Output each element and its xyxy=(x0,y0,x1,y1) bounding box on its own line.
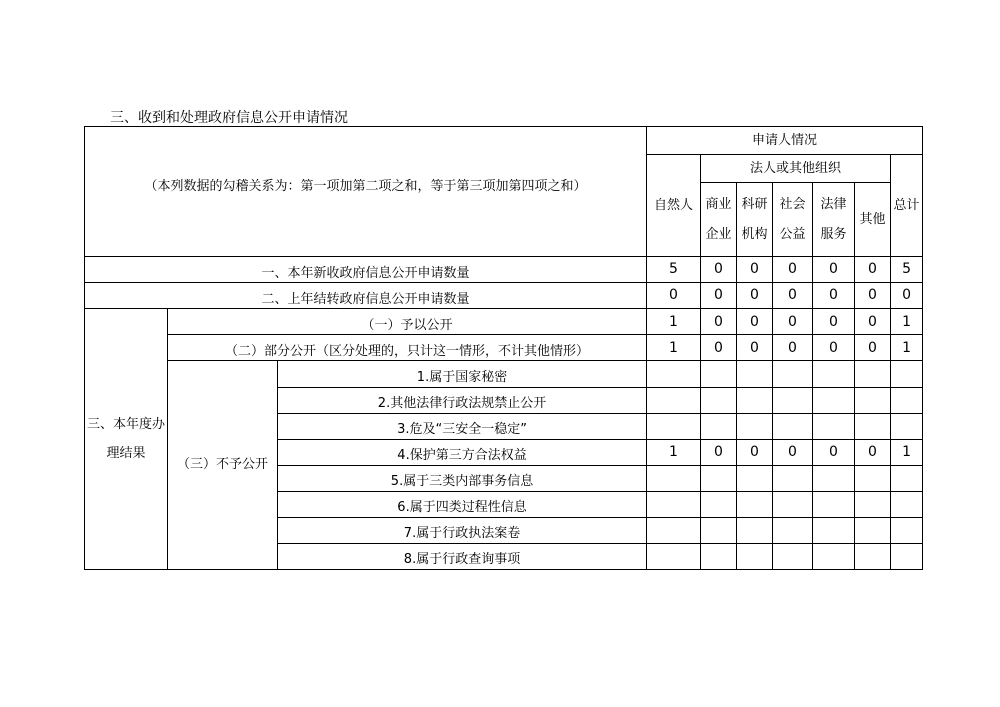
cell xyxy=(773,517,813,543)
row-label: 5.属于三类内部事务信息 xyxy=(278,465,647,491)
cell xyxy=(855,465,891,491)
cell xyxy=(701,387,737,413)
cell: 0 xyxy=(701,335,737,361)
result-group-label: 三、本年度办 理结果 xyxy=(85,309,168,570)
cell xyxy=(647,543,701,569)
cell xyxy=(891,413,923,439)
cell xyxy=(855,413,891,439)
cell xyxy=(737,543,773,569)
header-research: 科研 机构 xyxy=(737,183,773,257)
cell: 0 xyxy=(855,335,891,361)
disclosure-table xyxy=(84,126,923,570)
cell: 1 xyxy=(647,335,701,361)
cell xyxy=(773,413,813,439)
cell: 0 xyxy=(701,309,737,335)
header-public-welfare: 社会 公益 xyxy=(773,183,813,257)
cell: 5 xyxy=(647,257,701,283)
cell: 0 xyxy=(737,309,773,335)
header-other: 其他 xyxy=(855,183,891,257)
table-remark: （本列数据的勾稽关系为：第一项加第二项之和，等于第三项加第四项之和） xyxy=(85,127,647,257)
cell: 1 xyxy=(647,439,701,465)
cell xyxy=(773,361,813,387)
cell: 0 xyxy=(813,283,855,309)
cell xyxy=(855,387,891,413)
cell xyxy=(813,543,855,569)
cell: 0 xyxy=(813,335,855,361)
table-row xyxy=(85,335,923,361)
table-row xyxy=(85,361,923,387)
section-title: 三、收到和处理政府信息公开申请情况 xyxy=(110,110,348,126)
cell: 0 xyxy=(737,257,773,283)
header-total: 总计 xyxy=(891,155,923,257)
cell xyxy=(701,413,737,439)
header-applicant: 申请人情况 xyxy=(647,127,923,155)
cell: 1 xyxy=(647,309,701,335)
cell xyxy=(855,517,891,543)
cell: 0 xyxy=(737,335,773,361)
row-label: 2.其他法律行政法规禁止公开 xyxy=(278,387,647,413)
cell: 0 xyxy=(855,439,891,465)
cell xyxy=(813,517,855,543)
cell: 5 xyxy=(891,257,923,283)
row-label: 8.属于行政查询事项 xyxy=(278,543,647,569)
cell xyxy=(737,517,773,543)
cell: 0 xyxy=(773,283,813,309)
cell xyxy=(647,387,701,413)
cell: 0 xyxy=(773,257,813,283)
header-commercial: 商业 企业 xyxy=(701,183,737,257)
row-label: 1.属于国家秘密 xyxy=(278,361,647,387)
cell: 0 xyxy=(701,283,737,309)
header-legal-org: 法人或其他组织 xyxy=(701,155,891,183)
cell: 0 xyxy=(701,257,737,283)
header-legal-service: 法律 服务 xyxy=(813,183,855,257)
cell xyxy=(891,387,923,413)
cell: 0 xyxy=(773,439,813,465)
header-natural-person: 自然人 xyxy=(647,155,701,257)
cell xyxy=(647,413,701,439)
cell xyxy=(737,413,773,439)
cell: 1 xyxy=(891,335,923,361)
row-label: （一）予以公开 xyxy=(168,309,647,335)
cell xyxy=(737,361,773,387)
cell xyxy=(647,491,701,517)
cell: 0 xyxy=(737,439,773,465)
table-row xyxy=(85,283,923,309)
cell xyxy=(701,517,737,543)
cell xyxy=(647,517,701,543)
cell xyxy=(891,517,923,543)
row-label: 7.属于行政执法案卷 xyxy=(278,517,647,543)
cell xyxy=(701,543,737,569)
cell: 0 xyxy=(855,309,891,335)
cell xyxy=(737,491,773,517)
cell: 1 xyxy=(891,439,923,465)
cell xyxy=(773,491,813,517)
cell: 0 xyxy=(813,257,855,283)
cell xyxy=(737,387,773,413)
table-row xyxy=(85,309,923,335)
row-label: 二、上年结转政府信息公开申请数量 xyxy=(85,283,647,309)
cell: 0 xyxy=(773,309,813,335)
cell xyxy=(855,361,891,387)
cell xyxy=(813,361,855,387)
cell xyxy=(813,465,855,491)
cell xyxy=(813,387,855,413)
cell xyxy=(773,465,813,491)
row-label: （二）部分公开（区分处理的，只计这一情形，不计其他情形） xyxy=(168,335,647,361)
cell xyxy=(647,465,701,491)
cell: 0 xyxy=(773,335,813,361)
cell xyxy=(701,491,737,517)
cell xyxy=(891,543,923,569)
cell xyxy=(855,543,891,569)
cell: 0 xyxy=(737,283,773,309)
cell xyxy=(813,491,855,517)
row-label: 6.属于四类过程性信息 xyxy=(278,491,647,517)
cell: 0 xyxy=(813,439,855,465)
cell xyxy=(773,543,813,569)
cell xyxy=(855,491,891,517)
not-disclosed-label: （三）不予公开 xyxy=(168,361,278,570)
cell: 0 xyxy=(647,283,701,309)
cell xyxy=(773,387,813,413)
row-label: 一、本年新收政府信息公开申请数量 xyxy=(85,257,647,283)
cell xyxy=(647,361,701,387)
cell: 0 xyxy=(701,439,737,465)
cell: 1 xyxy=(891,309,923,335)
cell xyxy=(701,361,737,387)
table-row xyxy=(85,257,923,283)
cell xyxy=(891,465,923,491)
row-label: 4.保护第三方合法权益 xyxy=(278,439,647,465)
cell: 0 xyxy=(891,283,923,309)
cell xyxy=(891,361,923,387)
cell xyxy=(813,413,855,439)
cell xyxy=(737,465,773,491)
cell: 0 xyxy=(855,257,891,283)
row-label: 3.危及“三安全一稳定” xyxy=(278,413,647,439)
cell: 0 xyxy=(813,309,855,335)
cell xyxy=(701,465,737,491)
cell xyxy=(891,491,923,517)
cell: 0 xyxy=(855,283,891,309)
